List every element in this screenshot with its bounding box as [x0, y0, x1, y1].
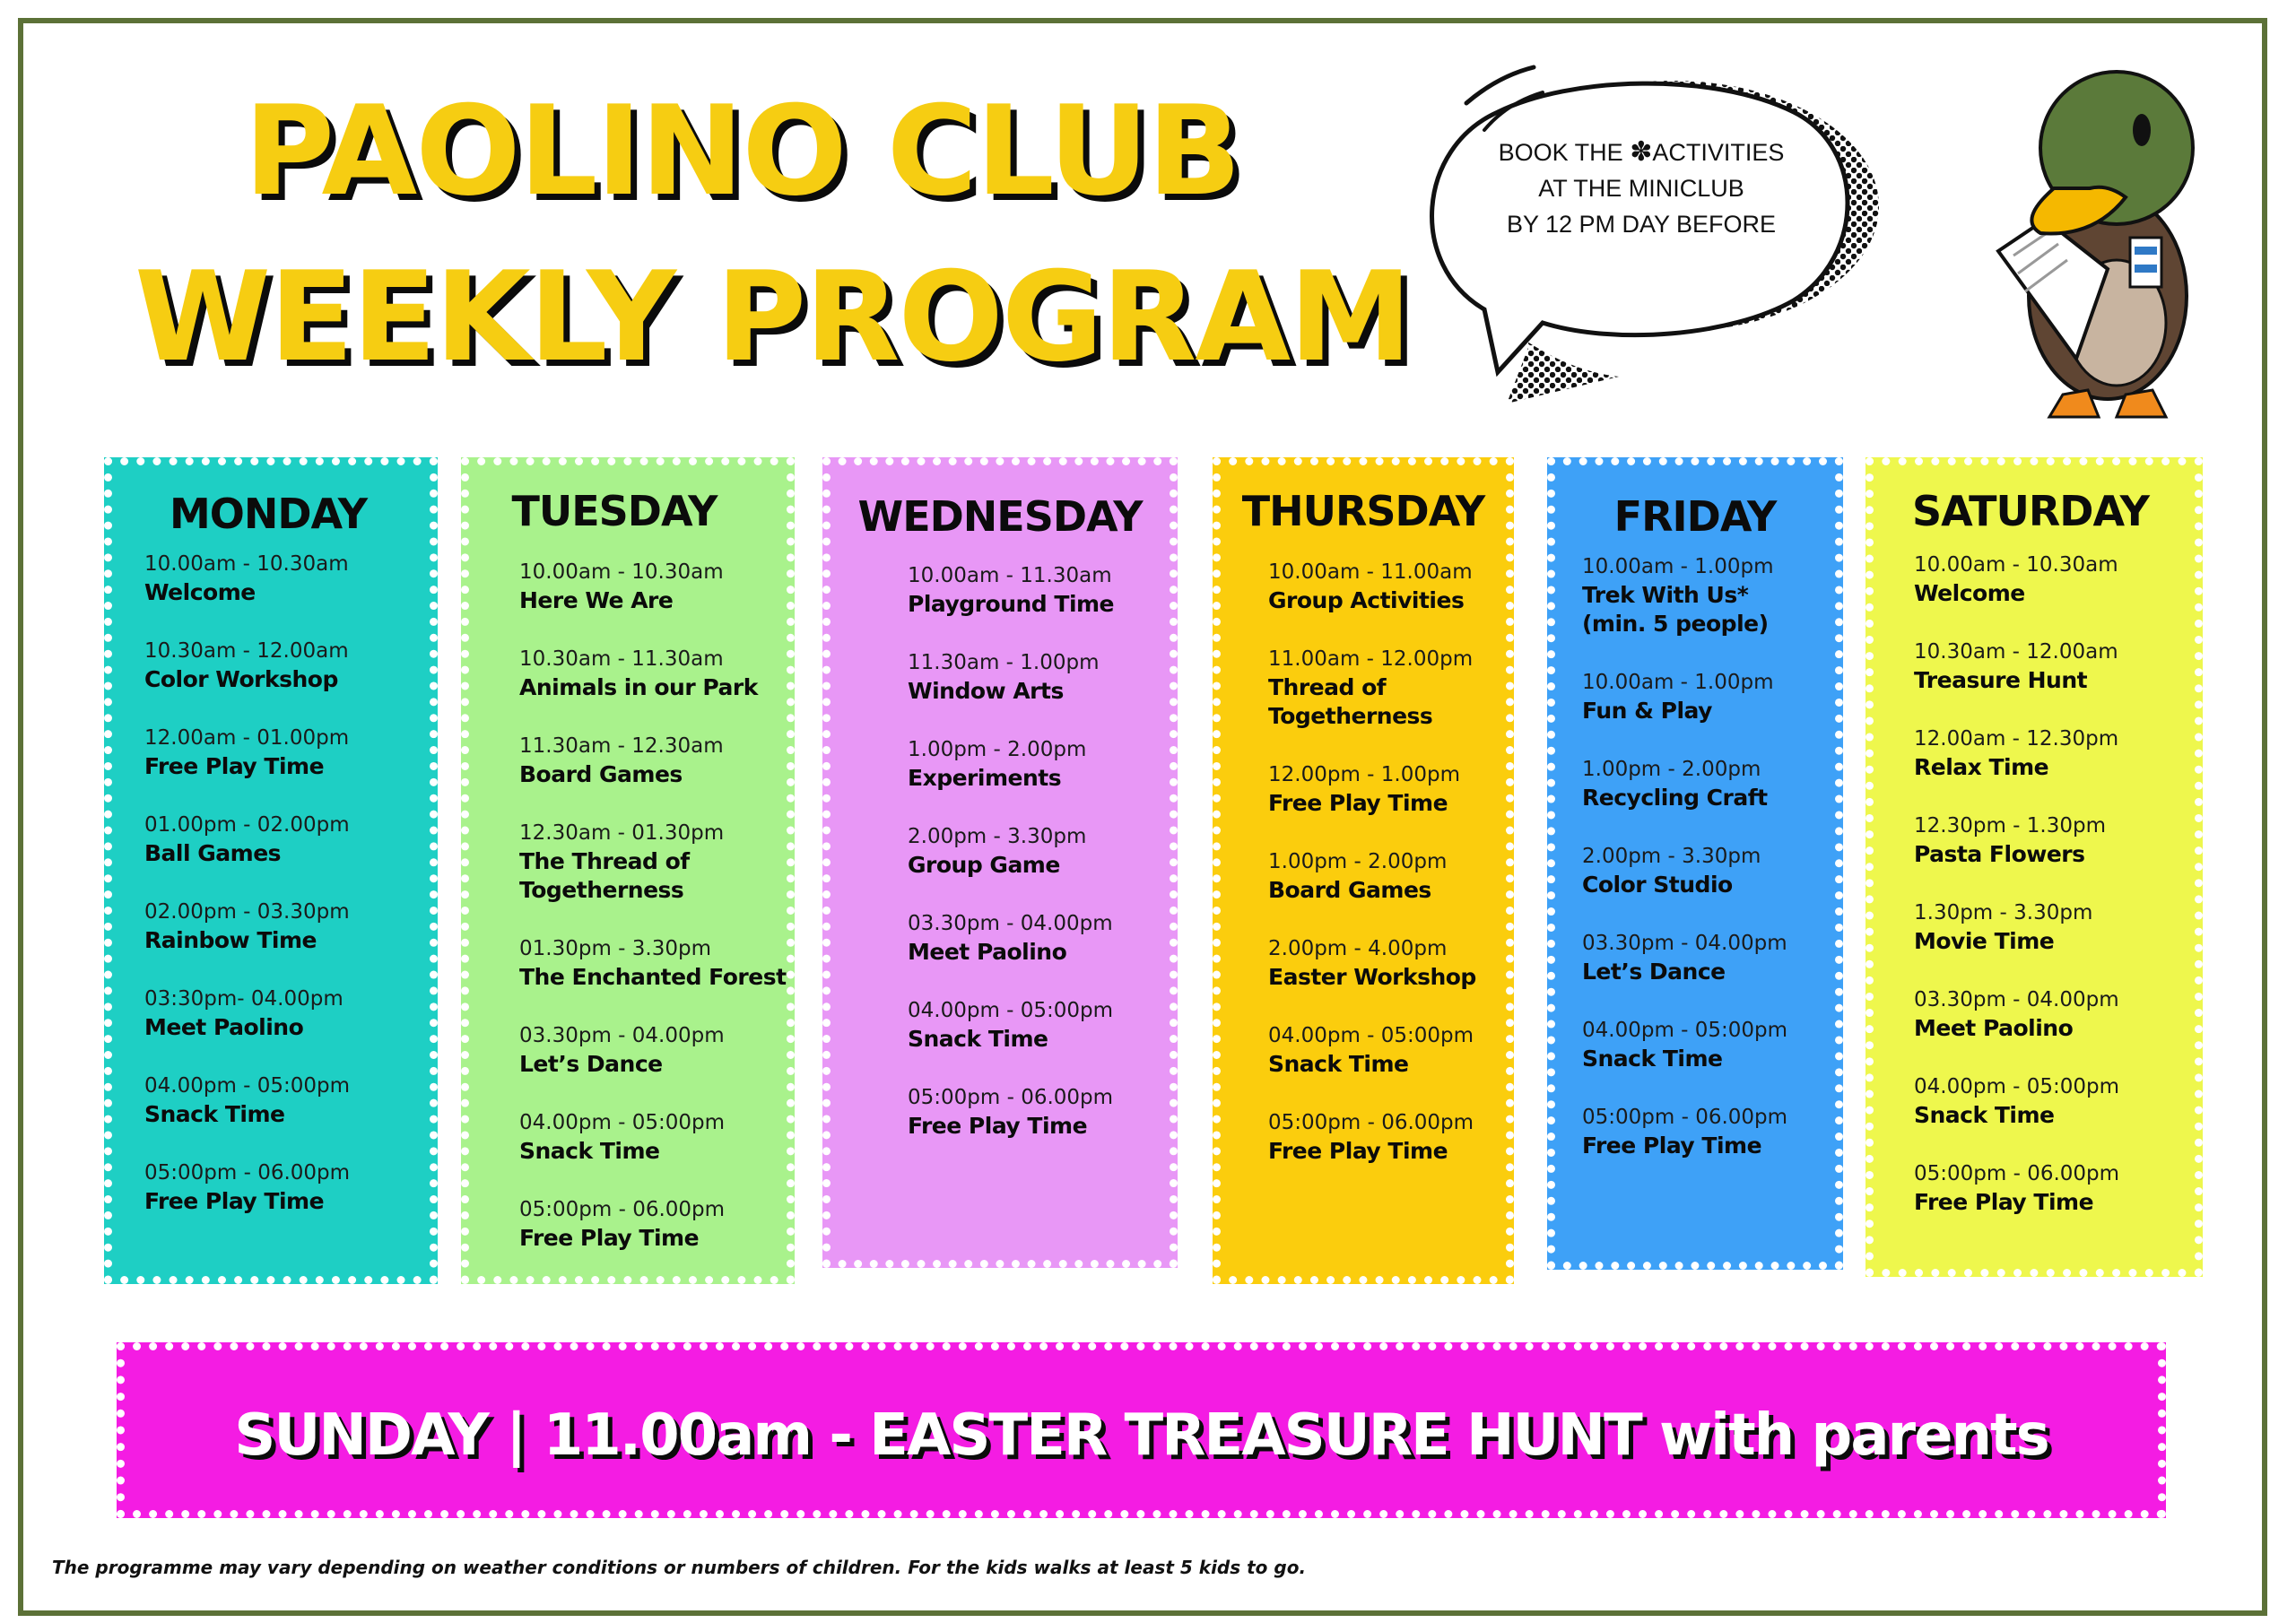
- entry-time: 1.00pm - 2.00pm: [908, 738, 1087, 761]
- entry-activity: Treasure Hunt: [1914, 667, 2088, 693]
- asterisk-flower-icon: ✽: [1630, 137, 1653, 167]
- entry-time: 10.30am - 12.00am: [144, 639, 349, 663]
- entry-time: 03.30pm - 04.00pm: [1582, 932, 1787, 955]
- entry-activity: Group Activities: [1268, 587, 1465, 613]
- entry-activity: Snack Time: [144, 1101, 285, 1127]
- entry-activity: Free Play Time: [1268, 790, 1448, 816]
- schedule-list: [1914, 551, 2119, 1247]
- day-title: TUESDAY: [511, 487, 718, 535]
- schedule-entry: [144, 812, 350, 898]
- entry-time: 11.00am - 12.00pm: [1268, 647, 1474, 671]
- entry-time: 10.00am - 10.30am: [1914, 553, 2118, 577]
- entry-activity-line-2: Togetherness: [1268, 703, 1433, 729]
- schedule-list: [908, 562, 1114, 1171]
- schedule-entry: [1268, 761, 1476, 848]
- schedule-entry: [1582, 843, 1787, 930]
- schedule-entry: [908, 649, 1114, 736]
- entry-activity: Window Arts: [908, 678, 1064, 704]
- entry-activity: Snack Time: [1582, 1046, 1723, 1072]
- entry-activity: Easter Workshop: [1268, 964, 1476, 990]
- entry-time: 04.00pm - 05:00pm: [519, 1111, 726, 1134]
- entry-time: 10.00am - 11.30am: [908, 564, 1112, 587]
- entry-activity: Free Play Time: [144, 1188, 325, 1214]
- entry-activity: Snack Time: [1914, 1102, 2055, 1128]
- entry-activity: Color Studio: [1582, 872, 1733, 898]
- day-card-saturday: [1866, 457, 2203, 1277]
- entry-activity: Meet Paolino: [1914, 1015, 2074, 1041]
- entry-activity: Recycling Craft: [1582, 785, 1768, 811]
- schedule-list: [1268, 559, 1476, 1196]
- schedule-entry: [1582, 1017, 1787, 1104]
- entry-time: 10.00am - 10.30am: [144, 552, 349, 576]
- schedule-entry: [1268, 646, 1476, 761]
- entry-time: 05:00pm - 06.00pm: [908, 1086, 1114, 1109]
- schedule-entry: [519, 646, 787, 733]
- schedule-entry: [1914, 812, 2119, 899]
- schedule-list: [144, 551, 350, 1246]
- bubble-line-3: BY 12 PM DAY BEFORE: [1506, 211, 1777, 238]
- schedule-entry: [144, 898, 350, 985]
- schedule-entry: [144, 725, 350, 812]
- duck-mascot-icon: [1982, 63, 2233, 421]
- entry-activity: Thread of: [1268, 674, 1387, 700]
- schedule-entry: [1268, 848, 1476, 935]
- entry-activity: Snack Time: [519, 1138, 660, 1164]
- schedule-entry: [908, 736, 1114, 823]
- entry-time: 11.30am - 1.00pm: [908, 651, 1100, 674]
- schedule-list: [519, 559, 787, 1283]
- entry-activity: The Thread of: [519, 848, 690, 874]
- schedule-entry: [144, 638, 350, 725]
- entry-activity: Welcome: [1914, 580, 2025, 606]
- schedule-entry: [908, 823, 1114, 910]
- entry-activity: Welcome: [144, 579, 256, 605]
- entry-activity: Playground Time: [908, 591, 1115, 617]
- day-card-tuesday: [461, 457, 795, 1284]
- schedule-entry: [1268, 935, 1476, 1022]
- schedule-entry: [519, 1022, 787, 1109]
- schedule-entry: [519, 820, 787, 935]
- footnote: The programme may vary depending on weather conditions or numbers of children. For the kids walks at least 5 kids to go.: [52, 1557, 1307, 1578]
- entry-time: 10.30am - 11.30am: [519, 647, 724, 671]
- entry-time: 04.00pm - 05:00pm: [1268, 1024, 1474, 1047]
- entry-time: 04.00pm - 05:00pm: [1914, 1075, 2120, 1098]
- bubble-line-1b: ACTIVITIES: [1652, 139, 1785, 166]
- entry-activity: Experiments: [908, 765, 1062, 791]
- entry-time: 10.00am - 1.00pm: [1582, 555, 1774, 578]
- schedule-entry: [1914, 986, 2119, 1073]
- entry-time: 12.00am - 01.00pm: [144, 726, 350, 750]
- schedule-entry: [1582, 930, 1787, 1017]
- entry-time: 1.30pm - 3.30pm: [1914, 901, 2093, 924]
- entry-activity: Here We Are: [519, 587, 674, 613]
- page-title-line-1: PAOLINO CLUB: [244, 79, 1240, 223]
- day-card-friday: [1547, 457, 1843, 1270]
- entry-time: 03.30pm - 04.00pm: [1914, 988, 2119, 1011]
- schedule-entry: [1914, 551, 2119, 638]
- entry-time: 01.30pm - 3.30pm: [519, 937, 711, 960]
- schedule-entry: [519, 1196, 787, 1283]
- page-title-line-2: WEEKLY PROGRAM: [135, 245, 1411, 389]
- schedule-entry: [908, 562, 1114, 649]
- entry-activity: Animals in our Park: [519, 674, 758, 700]
- schedule-entry: [1582, 669, 1787, 756]
- entry-time: 03.30pm - 04.00pm: [519, 1024, 725, 1047]
- entry-time: 10.00am - 11.00am: [1268, 560, 1473, 584]
- schedule-entry: [908, 1084, 1114, 1171]
- schedule-entry: [144, 1072, 350, 1159]
- entry-activity: Fun & Play: [1582, 698, 1712, 724]
- schedule-entry: [144, 985, 350, 1072]
- schedule-entry: [144, 551, 350, 638]
- sunday-banner: [117, 1342, 2166, 1518]
- schedule-entry: [1914, 899, 2119, 986]
- entry-time: 05:00pm - 06.00pm: [1914, 1162, 2120, 1185]
- entry-activity: Free Play Time: [144, 753, 325, 779]
- entry-time: 10.00am - 1.00pm: [1582, 671, 1774, 694]
- entry-time: 04.00pm - 05:00pm: [908, 999, 1114, 1022]
- schedule-entry: [1268, 1109, 1476, 1196]
- schedule-entry: [1582, 756, 1787, 843]
- day-title: SATURDAY: [1911, 487, 2149, 535]
- entry-time: 05:00pm - 06.00pm: [144, 1161, 351, 1185]
- schedule-entry: [144, 1159, 350, 1246]
- day-title: THURSDAY: [1241, 487, 1485, 535]
- day-card-wednesday: [822, 457, 1178, 1268]
- entry-time: 12.30pm - 1.30pm: [1914, 814, 2106, 838]
- entry-time: 10.00am - 10.30am: [519, 560, 724, 584]
- schedule-entry: [1582, 553, 1787, 669]
- entry-time: 01.00pm - 02.00pm: [144, 813, 350, 837]
- entry-time: 10.30am - 12.00am: [1914, 640, 2118, 664]
- entry-activity: Free Play Time: [1914, 1189, 2094, 1215]
- entry-activity: Group Game: [908, 852, 1060, 878]
- schedule-entry: [1914, 1160, 2119, 1247]
- entry-activity: Let’s Dance: [519, 1051, 663, 1077]
- entry-activity: Free Play Time: [1268, 1138, 1448, 1164]
- schedule-entry: [1268, 1022, 1476, 1109]
- entry-time: 11.30am - 12.30am: [519, 734, 724, 758]
- entry-activity: Pasta Flowers: [1914, 841, 2085, 867]
- entry-time: 04.00pm - 05:00pm: [1582, 1019, 1788, 1042]
- day-card-thursday: [1213, 457, 1514, 1284]
- entry-activity: Meet Paolino: [144, 1014, 304, 1040]
- schedule-entry: [519, 1109, 787, 1196]
- entry-time: 2.00pm - 4.00pm: [1268, 937, 1448, 960]
- entry-activity: Board Games: [519, 761, 683, 787]
- schedule-entry: [1914, 638, 2119, 725]
- schedule-entry: [519, 559, 787, 646]
- entry-time: 12.00am - 12.30pm: [1914, 727, 2119, 751]
- schedule-entry: [908, 910, 1114, 997]
- entry-activity: The Enchanted Forest: [519, 964, 787, 990]
- entry-activity: Board Games: [1268, 877, 1431, 903]
- schedule-entry: [1268, 559, 1476, 646]
- entry-activity: Let’s Dance: [1582, 959, 1726, 985]
- bubble-line-1: BOOK THE: [1498, 139, 1631, 166]
- bubble-line-2: AT THE MINICLUB: [1538, 175, 1744, 202]
- entry-time: 12.30am - 01.30pm: [519, 821, 725, 845]
- entry-time: 05:00pm - 06.00pm: [1268, 1111, 1474, 1134]
- entry-activity: Movie Time: [1914, 928, 2055, 954]
- entry-activity-line-2: Togetherness: [519, 877, 684, 903]
- entry-time: 1.00pm - 2.00pm: [1268, 850, 1448, 873]
- entry-time: 04.00pm - 05:00pm: [144, 1074, 351, 1098]
- entry-activity: Relax Time: [1914, 754, 2049, 780]
- entry-time: 1.00pm - 2.00pm: [1582, 758, 1761, 781]
- day-title: WEDNESDAY: [857, 492, 1143, 541]
- schedule-entry: [519, 733, 787, 820]
- entry-activity-line-2: (min. 5 people): [1582, 611, 1769, 637]
- entry-activity: Free Play Time: [908, 1113, 1088, 1139]
- entry-time: 12.00pm - 1.00pm: [1268, 763, 1460, 786]
- entry-time: 03:30pm- 04.00pm: [144, 987, 344, 1011]
- entry-activity: Snack Time: [908, 1026, 1048, 1052]
- entry-activity: Color Workshop: [144, 666, 338, 692]
- schedule-entry: [519, 935, 787, 1022]
- schedule-entry: [1914, 725, 2119, 812]
- schedule-entry: [908, 997, 1114, 1084]
- entry-activity: Rainbow Time: [144, 927, 317, 953]
- entry-time: 03.30pm - 04.00pm: [908, 912, 1113, 935]
- entry-time: 05:00pm - 06.00pm: [519, 1198, 726, 1221]
- entry-activity: Ball Games: [144, 840, 282, 866]
- entry-time: 2.00pm - 3.30pm: [908, 825, 1087, 848]
- entry-activity: Free Play Time: [1582, 1133, 1762, 1159]
- entry-time: 05:00pm - 06.00pm: [1582, 1106, 1788, 1129]
- booking-speech-bubble: [1399, 49, 1901, 408]
- day-title: MONDAY: [169, 490, 368, 538]
- entry-activity: Snack Time: [1268, 1051, 1409, 1077]
- day-title: FRIDAY: [1613, 492, 1777, 541]
- day-card-monday: [104, 457, 438, 1284]
- entry-time: 2.00pm - 3.30pm: [1582, 845, 1761, 868]
- schedule-entry: [1914, 1073, 2119, 1160]
- entry-activity: Trek With Us*: [1582, 582, 1749, 608]
- entry-activity: Meet Paolino: [908, 939, 1067, 965]
- schedule-list: [1582, 553, 1787, 1191]
- sunday-event-text: SUNDAY | 11.00am - EASTER TREASURE HUNT with parents: [234, 1402, 2048, 1469]
- entry-activity: Free Play Time: [519, 1225, 700, 1251]
- entry-time: 02.00pm - 03.30pm: [144, 900, 350, 924]
- schedule-entry: [1582, 1104, 1787, 1191]
